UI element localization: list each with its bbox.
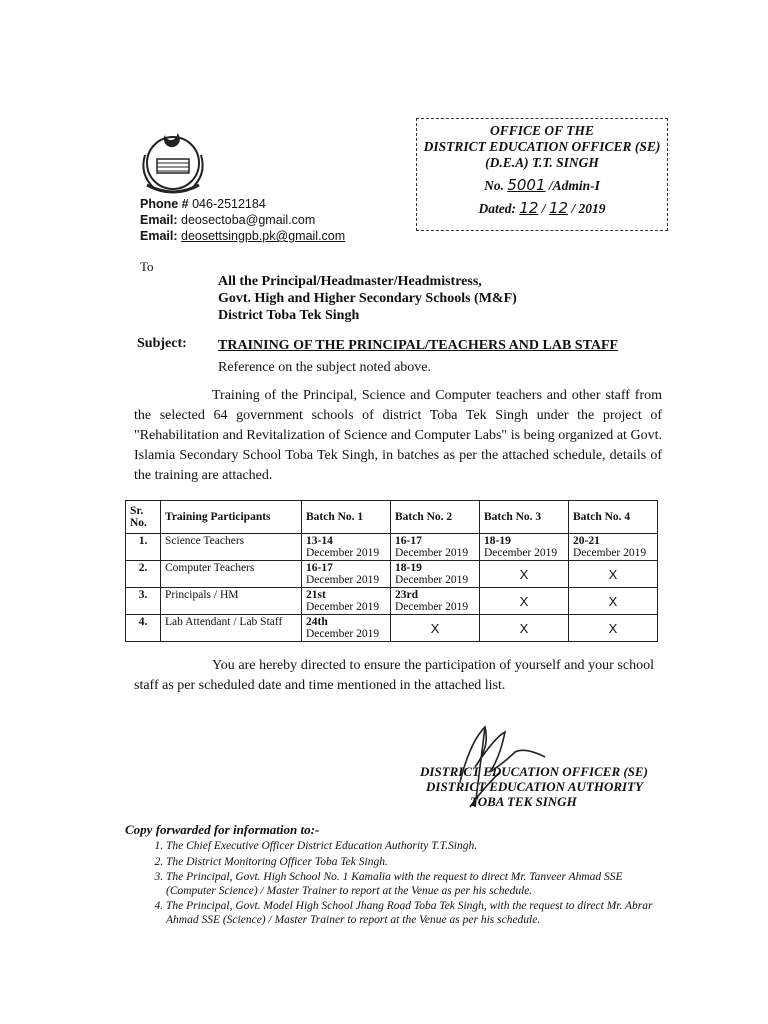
table-row <box>126 534 658 561</box>
table-row <box>126 615 658 642</box>
signature-block <box>420 764 648 809</box>
training-schedule-table <box>125 500 658 642</box>
batch-cell-empty: X <box>569 615 658 642</box>
reference-line: Reference on the subject noted above. <box>218 360 432 375</box>
row-number: 2. <box>126 561 161 588</box>
column-header: Batch No. 2 <box>391 501 480 534</box>
batch-cell: 21st December 2019 <box>302 588 391 615</box>
batch-cell-empty: X <box>569 588 658 615</box>
row-number: 4. <box>126 615 161 642</box>
row-number: 1. <box>126 534 161 561</box>
list-item: 3. The Principal, Govt. High School No. 1 Kamalia with the request to direct Mr. Tanveer Ahmad SSE (Computer Science) / Master Trainer to report at the Venue as per his schedule. <box>166 871 666 898</box>
batch-cell: 18-19 December 2019 <box>480 534 569 561</box>
list-item: 4. The Principal, Govt. Model High School Jhang Road Toba Tek Singh, with the request to direct Mr. Abrar Ahmad SSE (Science) / Master Trainer to report at the Venue as per his schedule. <box>166 900 666 927</box>
copy-forwarded-heading: Copy forwarded for information to:- <box>125 822 320 837</box>
column-header: Batch No. 1 <box>302 501 391 534</box>
signatory-title: DISTRICT EDUCATION OFFICER (SE) <box>420 764 648 779</box>
batch-cell: 20-21 December 2019 <box>569 534 658 561</box>
punjab-emblem-logo <box>135 125 211 197</box>
copy-forwarded-list <box>140 840 666 929</box>
letter-number: No. 5001 /Admin-I <box>484 176 600 194</box>
subject-text: TRAINING OF THE PRINCIPAL/TEACHERS AND LAB STAFF <box>218 338 619 353</box>
batch-cell: 23rd December 2019 <box>391 588 480 615</box>
directive-paragraph: You are hereby directed to ensure the participation of yourself and your school staff as per scheduled date and time mentioned in the attached list. <box>134 658 654 693</box>
email-address[interactable]: deosettsingpb.pk@gmail.com <box>181 229 346 243</box>
letter-date: Dated: 12 / 12 / 2019 <box>478 199 606 217</box>
batch-cell-empty: X <box>480 588 569 615</box>
office-header-box <box>416 118 668 231</box>
column-header: Training Participants <box>161 501 302 534</box>
phone-number: 046-2512184 <box>192 197 266 211</box>
batch-cell: 18-19 December 2019 <box>391 561 480 588</box>
email-label: Email: <box>140 229 178 243</box>
column-header: Batch No. 3 <box>480 501 569 534</box>
list-item: 2. The District Monitoring Officer Toba Tek Singh. <box>166 856 666 870</box>
batch-cell: 13-14 December 2019 <box>302 534 391 561</box>
subject-label: Subject: <box>137 336 187 351</box>
table-header-row <box>126 501 658 534</box>
row-number: 3. <box>126 588 161 615</box>
participant-cell: Computer Teachers <box>161 561 302 588</box>
signatory-authority: DISTRICT EDUCATION AUTHORITY <box>426 779 643 794</box>
letter-number-value: 5001 <box>507 176 546 194</box>
list-item: 1. The Chief Executive Officer District Education Authority T.T.Singh. <box>166 840 666 854</box>
phone-label: Phone # <box>140 197 189 211</box>
recipient-block: All the Principal/Headmaster/Headmistress, Govt. High and Higher Secondary Schools (M&F) District Toba Tek Singh <box>218 274 517 323</box>
batch-cell-empty: X <box>480 615 569 642</box>
column-header: Batch No. 4 <box>569 501 658 534</box>
body-paragraph: Training of the Principal, Science and Computer teachers and other staff from the selected 64 government schools of district Toba Tek Singh under the project of "Rehabilitation and Revitalization of Science and Computer Labs" is being organized at Govt. Islamia Secondary School Toba Tek Singh, in batches as per the attached schedule, details of the training are attached. <box>134 388 662 483</box>
email-address[interactable]: deosectoba@gmail.com <box>181 213 316 227</box>
participant-cell: Lab Attendant / Lab Staff <box>161 615 302 642</box>
column-header: Sr. No. <box>126 501 161 534</box>
contact-block <box>140 196 345 244</box>
office-subtitle: DISTRICT EDUCATION OFFICER (SE) <box>423 139 661 154</box>
table-row <box>126 561 658 588</box>
email-label: Email: <box>140 213 178 227</box>
office-location: (D.E.A) T.T. SINGH <box>485 155 599 170</box>
batch-cell: 16-17 December 2019 <box>391 534 480 561</box>
batch-cell-empty: X <box>569 561 658 588</box>
office-title: OFFICE OF THE <box>489 123 595 138</box>
participant-cell: Principals / HM <box>161 588 302 615</box>
batch-cell-empty: X <box>480 561 569 588</box>
participant-cell: Science Teachers <box>161 534 302 561</box>
batch-cell: 16-17 December 2019 <box>302 561 391 588</box>
to-label: To <box>140 259 154 274</box>
batch-cell: 24th December 2019 <box>302 615 391 642</box>
table-row <box>126 588 658 615</box>
batch-cell-empty: X <box>391 615 480 642</box>
signatory-location: TOBA TEK SINGH <box>470 794 577 809</box>
